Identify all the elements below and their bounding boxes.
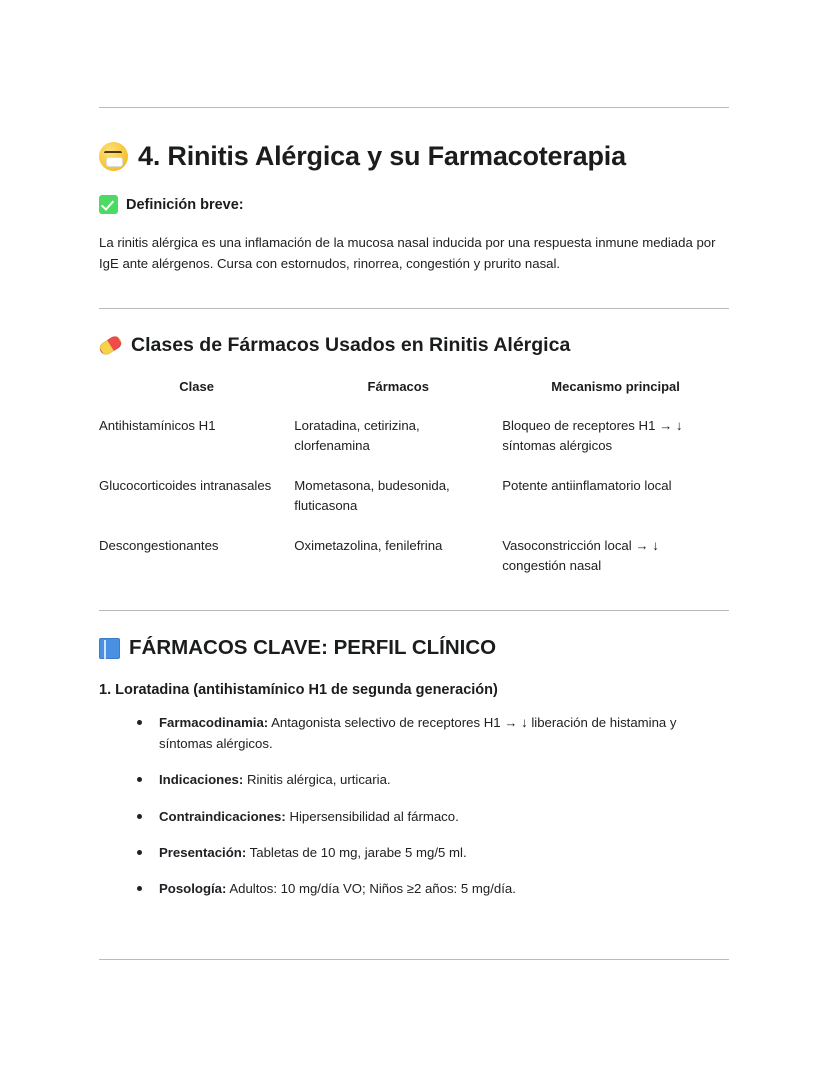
divider-bottom bbox=[99, 959, 729, 960]
table-row bbox=[99, 466, 729, 526]
clinical-section-heading-text: FÁRMACOS CLAVE: PERFIL CLÍNICO bbox=[129, 636, 497, 660]
list-item bbox=[137, 878, 729, 899]
list-item bbox=[137, 712, 729, 754]
drug-subsection-title: 1. Loratadina (antihistamínico H1 de segunda generación) bbox=[99, 682, 498, 699]
white-check-mark-icon bbox=[99, 195, 118, 214]
list-item-text: Rinitis alérgica, urticaria. bbox=[243, 772, 391, 788]
list-item bbox=[137, 806, 729, 827]
divider-after-table bbox=[99, 610, 729, 611]
list-item bbox=[137, 769, 729, 790]
sneezing-face-icon bbox=[99, 142, 128, 171]
column-header-mecanismo: Mecanismo principal bbox=[551, 378, 680, 394]
cell-farmacos: Loratadina, cetirizina, clorfenamina bbox=[294, 417, 420, 453]
page-title-text: 4. Rinitis Alérgica y su Farmacoterapia bbox=[138, 141, 626, 171]
list-item-label: Farmacodinamia: bbox=[159, 715, 269, 731]
list-item-text: Tabletas de 10 mg, jarabe 5 mg/5 ml. bbox=[246, 844, 467, 860]
cell-mecanismo: Bloqueo de receptores H1 → ↓ síntomas alérgicos bbox=[502, 417, 683, 453]
definition-paragraph: La rinitis alérgica es una inflamación de la mucosa nasal inducida por una respuesta inmune mediada por IgE ante alérgenos. Cursa con estornudos, rinorrea, congestión y prurito nasal. bbox=[99, 235, 716, 272]
cell-clase: Descongestionantes bbox=[99, 538, 219, 553]
column-header-farmacos: Fármacos bbox=[367, 378, 429, 394]
list-item-text: Hipersensibilidad al fármaco. bbox=[285, 808, 459, 824]
clinical-section-heading bbox=[99, 636, 729, 660]
list-item-text: Adultos: 10 mg/día VO; Niños ≥2 años: 5 mg/día. bbox=[226, 880, 516, 896]
table-row bbox=[99, 526, 729, 586]
cell-mecanismo: Vasoconstricción local → ↓ congestión nasal bbox=[502, 538, 659, 574]
definition-heading bbox=[99, 195, 729, 214]
pill-icon bbox=[99, 334, 122, 357]
page-title bbox=[99, 141, 729, 172]
blue-book-icon bbox=[99, 638, 120, 659]
divider-top bbox=[99, 107, 729, 108]
cell-farmacos: Mometasona, budesonida, fluticasona bbox=[294, 477, 450, 513]
list-item-label: Contraindicaciones: bbox=[159, 808, 286, 824]
drug-classes-table bbox=[99, 372, 729, 586]
cell-farmacos: Oximetazolina, fenilefrina bbox=[294, 538, 443, 553]
list-item-label: Indicaciones: bbox=[159, 772, 244, 788]
list-item bbox=[137, 842, 729, 863]
table-row bbox=[99, 406, 729, 466]
column-header-clase: Clase bbox=[179, 378, 214, 394]
list-item-text: Antagonista selectivo de receptores H1 → ↓ liberación de histamina y síntomas alérgicos. bbox=[159, 715, 677, 752]
list-item-label: Presentación: bbox=[159, 844, 247, 860]
drug-detail-list bbox=[99, 712, 729, 899]
classes-section-heading bbox=[99, 334, 729, 357]
table-header-row bbox=[99, 372, 729, 406]
divider-after-definition bbox=[99, 308, 729, 309]
cell-mecanismo: Potente antiinflamatorio local bbox=[502, 477, 672, 493]
cell-clase: Antihistamínicos H1 bbox=[99, 417, 216, 433]
cell-clase: Glucocorticoides intranasales bbox=[99, 477, 272, 493]
definition-heading-text: Definición breve: bbox=[126, 196, 244, 213]
list-item-label: Posología: bbox=[159, 880, 227, 896]
classes-section-heading-text: Clases de Fármacos Usados en Rinitis Alérgica bbox=[131, 333, 571, 356]
